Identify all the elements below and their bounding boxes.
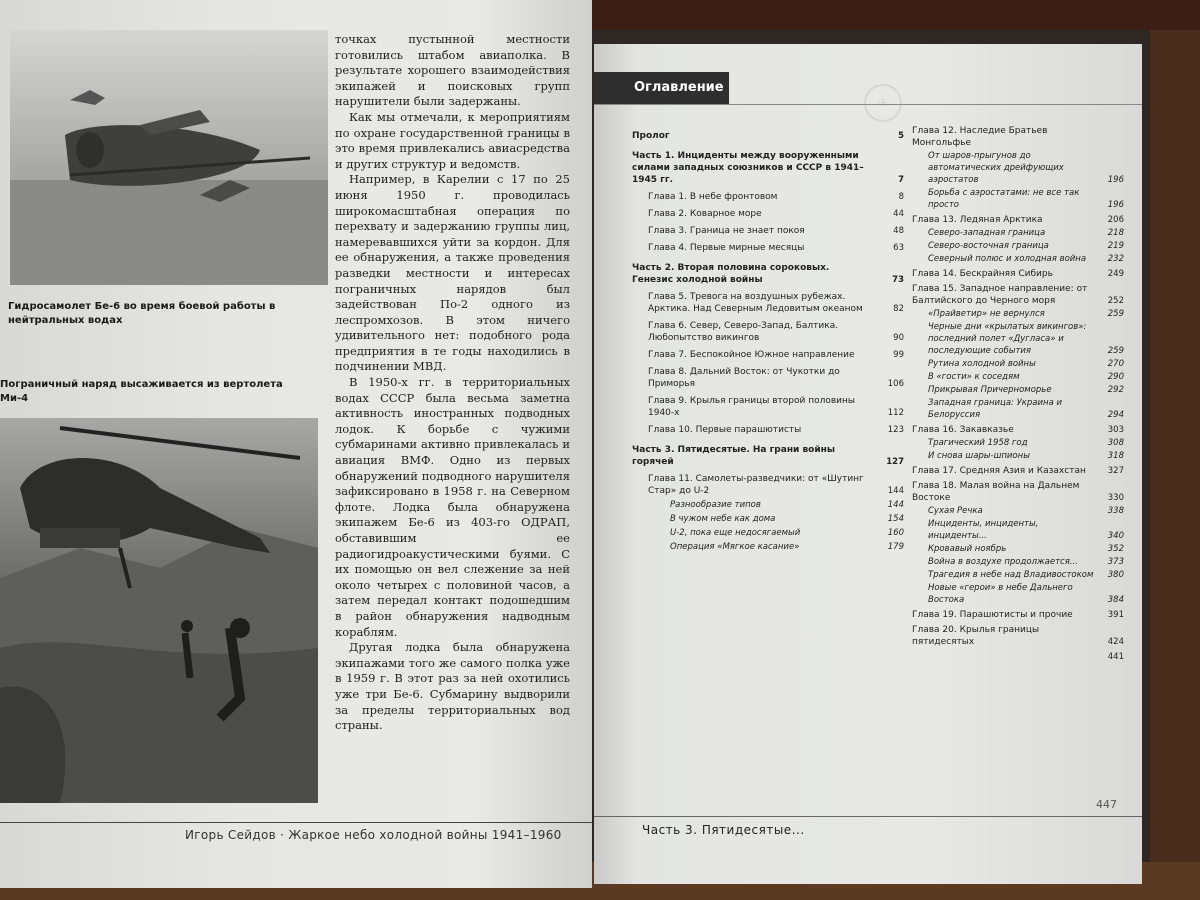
toc-entry-page: 330 bbox=[1107, 493, 1124, 503]
toc-entry-title: Западная граница: Украина и Белоруссия bbox=[928, 398, 1063, 420]
toc-entry-title: Глава 20. Крылья границы пятидесятых bbox=[912, 625, 1040, 647]
toc-entry bbox=[632, 541, 904, 553]
toc-entry-title: Глава 5. Тревога на воздушных рубежах. Арктика. Над Северным Ледовитым океаном bbox=[648, 292, 863, 314]
book-edge bbox=[1150, 30, 1200, 880]
toc-entry-title: Рутина холодной войны bbox=[928, 359, 1036, 369]
toc-entry bbox=[906, 125, 1124, 149]
toc-entry bbox=[906, 321, 1124, 357]
toc-entry-title: Глава 2. Коварное море bbox=[648, 209, 762, 219]
toc-entry-title: Трагический 1958 год bbox=[928, 438, 1028, 448]
header-rule bbox=[594, 104, 1142, 105]
toc-entry-title: Часть 3. Пятидесятые. На грани войны горячей bbox=[632, 445, 836, 467]
toc-entry-page: 249 bbox=[1107, 269, 1124, 279]
toc-entry-title: Сухая Речка bbox=[928, 506, 983, 516]
toc-entry bbox=[906, 240, 1124, 252]
toc-entry bbox=[632, 242, 904, 254]
toc-entry bbox=[632, 291, 904, 315]
toc-entry-page: 290 bbox=[1107, 372, 1124, 382]
toc-entry bbox=[632, 130, 904, 142]
toc-entry-page: 441 bbox=[1107, 652, 1124, 662]
toc-entry-title: Глава 4. Первые мирные месяцы bbox=[648, 243, 805, 253]
toc-entry-page: 106 bbox=[887, 379, 904, 389]
toc-entry-title: Прикрывая Причерноморье bbox=[928, 385, 1052, 395]
toc-entry-title: В чужом небе как дома bbox=[670, 514, 776, 524]
toc-entry bbox=[632, 395, 904, 419]
toc-entry-title: Глава 7. Беспокойное Южное направление bbox=[648, 350, 855, 360]
toc-entry-page: 179 bbox=[887, 542, 904, 552]
watermark-icon: ✈ bbox=[864, 84, 902, 122]
toc-entry bbox=[906, 150, 1124, 186]
toc-entry bbox=[632, 499, 904, 511]
toc-entry-page: 8 bbox=[898, 192, 904, 202]
toc-entry-title: Глава 1. В небе фронтовом bbox=[648, 192, 778, 202]
toc-entry-title: Глава 11. Самолеты-разведчики: от «Шутинг Стар» до U-2 bbox=[648, 474, 864, 496]
toc-entry-title: Инциденты, инциденты, инциденты... bbox=[928, 519, 1039, 541]
toc-entry bbox=[906, 465, 1124, 477]
toc-entry-title: В «гости» к соседям bbox=[928, 372, 1020, 382]
toc-entry-title: Глава 19. Парашютисты и прочие bbox=[912, 610, 1073, 620]
toc-entry bbox=[906, 424, 1124, 436]
toc-entry bbox=[906, 268, 1124, 280]
toc-entry-page: 270 bbox=[1107, 359, 1124, 369]
toc-entry bbox=[632, 473, 904, 497]
toc-entry bbox=[632, 191, 904, 203]
toc-entry bbox=[906, 283, 1124, 307]
toc-entry bbox=[906, 358, 1124, 370]
toc-entry bbox=[906, 450, 1124, 462]
toc-entry-title: Глава 12. Наследие Братьев Монгольфье bbox=[912, 126, 1048, 148]
toc-entry-page: 327 bbox=[1107, 466, 1124, 476]
toc-entry-page: 73 bbox=[892, 275, 904, 285]
toc-entry-title: Глава 16. Закавказье bbox=[912, 425, 1014, 435]
paragraph: Например, в Карелии с 17 по 25 июня 1950 г. проводилась широкомасштабная операция по перехвату и задержанию группы лиц, намеревавшихся уйти за кордон. Для ее обнаружения, а также проведения разведки местности и интересах пограничных нарядов был задействован По-2 одного из леспромхозов. В этом ничего удивительного нет: подобного рода предприятия в те годы находились в подчинении МВД. bbox=[335, 172, 570, 374]
page-number: 447 bbox=[1096, 798, 1117, 811]
paragraph: В 1950-х гг. в территориальных водах СССР была весьма заметна активность иностранных подводных лодок. К борьбе с чужими субмаринами активно привлекалась и авиация ВМФ. Одно из первых обнаружений подводного нарушителя зафиксировано в 1958 г. на Северном флоте. Лодка была обнаружена экипажем Бе-6 из 403-го ОДРАП, обставившим ее радиогидроакустическими буями. С их помощью он вел слежение за ней около четырех с половиной часов, а затем передал контакт подошедшим в район обнаружения надводным кораблям. bbox=[335, 375, 570, 639]
toc-entry bbox=[632, 513, 904, 525]
toc-entry-page: 340 bbox=[1107, 531, 1124, 541]
toc-entry-page: 352 bbox=[1107, 544, 1124, 554]
toc-entry-page: 252 bbox=[1107, 296, 1124, 306]
toc-entry-page: 380 bbox=[1107, 570, 1124, 580]
photo-caption-seaplane: Гидросамолет Бе-6 во время боевой работы в нейтральных водах bbox=[8, 301, 276, 326]
toc-entry-page: 373 bbox=[1107, 557, 1124, 567]
toc-entry-title: Кровавый ноябрь bbox=[928, 544, 1007, 554]
toc-entry-title: Глава 17. Средняя Азия и Казахстан bbox=[912, 466, 1086, 476]
toc-entry-page: 294 bbox=[1107, 410, 1124, 420]
toc-entry bbox=[632, 262, 904, 286]
toc-entry-title: Глава 13. Ледяная Арктика bbox=[912, 215, 1043, 225]
left-page bbox=[0, 0, 592, 888]
toc-entry-page: 318 bbox=[1107, 451, 1124, 461]
toc-entry-page: 292 bbox=[1107, 385, 1124, 395]
toc-entry bbox=[906, 187, 1124, 211]
toc-entry-page: 196 bbox=[1107, 200, 1124, 210]
toc-entry bbox=[906, 651, 1124, 663]
toc-entry-page: 144 bbox=[887, 486, 904, 496]
paragraph: точках пустынной местности готовились штабом авиаполка. В результате хорошего взаимодействия экипажей и поисковых групп нарушители были задержаны. bbox=[335, 32, 570, 109]
toc-entry-page: 338 bbox=[1107, 506, 1124, 516]
running-footer: Игорь Сейдов · Жаркое небо холодной войны 1941–1960 bbox=[185, 828, 562, 842]
toc-entry bbox=[906, 569, 1124, 581]
toc-entry bbox=[906, 480, 1124, 504]
toc-entry-page: 123 bbox=[887, 425, 904, 435]
photo-caption-helicopter: Пограничный наряд высаживается из вертолета Ми-4 bbox=[0, 379, 283, 404]
toc-entry-title: «Прайветир» не вернулся bbox=[928, 309, 1045, 319]
toc-entry-title: Новые «герои» в небе Дальнего Востока bbox=[928, 583, 1073, 605]
toc-entry-title: Черные дни «крылатых викингов»: последний полет «Дугласа» и последующие события bbox=[928, 322, 1087, 356]
paragraph: Как мы отмечали, к мероприятиям по охране государственной границы в это время привлекались авиасредства и других структур и ведомств. bbox=[335, 109, 570, 171]
toc-entry-title: Часть 1. Инциденты между вооруженными силами западных союзников и СССР в 1941–1945 гг. bbox=[632, 151, 864, 185]
toc-entry bbox=[632, 424, 904, 436]
toc-entry bbox=[632, 208, 904, 220]
toc-entry-page: 90 bbox=[893, 333, 904, 343]
toc-entry-page: 218 bbox=[1107, 228, 1124, 238]
toc-entry-page: 206 bbox=[1107, 215, 1124, 225]
toc-entry bbox=[906, 556, 1124, 568]
toc-entry-page: 127 bbox=[886, 457, 904, 467]
toc-entry bbox=[906, 214, 1124, 226]
toc-entry-page: 196 bbox=[1107, 175, 1124, 185]
toc-entry bbox=[632, 444, 904, 468]
toc-entry-title: Северо-восточная граница bbox=[928, 241, 1049, 251]
toc-entry-title: Северо-западная граница bbox=[928, 228, 1046, 238]
toc-entry bbox=[906, 227, 1124, 239]
right-page bbox=[594, 44, 1142, 884]
toc-entry-page: 424 bbox=[1107, 637, 1124, 647]
running-footer: Часть 3. Пятидесятые... bbox=[642, 823, 805, 837]
toc-entry bbox=[632, 320, 904, 344]
toc-entry-title: Трагедия в небе над Владивостоком bbox=[928, 570, 1094, 580]
toc-entry-title: Глава 18. Малая война на Дальнем Востоке bbox=[912, 481, 1080, 503]
toc-entry-title: Разнообразие типов bbox=[670, 500, 761, 510]
toc-entry-title: И снова шары-шпионы bbox=[928, 451, 1030, 461]
toc-entry-title: Пролог bbox=[632, 131, 670, 141]
toc-entry bbox=[906, 253, 1124, 265]
toc-entry-page: 160 bbox=[887, 528, 904, 538]
toc-entry-title: Глава 8. Дальний Восток: от Чукотки до Приморья bbox=[648, 367, 840, 389]
toc-entry-title: Глава 6. Север, Северо-Запад, Балтика. Любопытство викингов bbox=[648, 321, 839, 343]
toc-entry-title: U-2, пока еще недосягаемый bbox=[670, 528, 801, 538]
toc-entry-page: 112 bbox=[887, 408, 904, 418]
toc-entry-title: Северный полюс и холодная война bbox=[928, 254, 1087, 264]
seaplane-photo bbox=[10, 30, 328, 285]
toc-entry bbox=[906, 505, 1124, 517]
toc-entry-page: 154 bbox=[887, 514, 904, 524]
toc-entry bbox=[906, 609, 1124, 621]
toc-entry bbox=[906, 624, 1124, 648]
toc-entry bbox=[906, 397, 1124, 421]
toc-entry-page: 219 bbox=[1107, 241, 1124, 251]
toc-entry bbox=[632, 349, 904, 361]
toc-entry-title: Глава 15. Западное направление: от Балтийского до Черного моря bbox=[912, 284, 1088, 306]
toc-entry bbox=[906, 371, 1124, 383]
toc-entry-page: 5 bbox=[898, 131, 904, 141]
toc-entry-page: 259 bbox=[1107, 346, 1124, 356]
toc-entry-page: 259 bbox=[1107, 309, 1124, 319]
toc-entry bbox=[632, 527, 904, 539]
toc-entry-page: 44 bbox=[893, 209, 904, 219]
toc-entry-title: Глава 14. Бескрайняя Сибирь bbox=[912, 269, 1053, 279]
toc-entry bbox=[906, 543, 1124, 555]
toc-entry-title: Операция «Мягкое касание» bbox=[670, 542, 800, 552]
toc-entry bbox=[906, 437, 1124, 449]
toc-entry bbox=[632, 225, 904, 237]
toc-entry bbox=[906, 518, 1124, 542]
footer-rule bbox=[0, 822, 592, 823]
toc-entry-title: От шаров-прыгунов до автоматических дрейфующих аэростатов bbox=[928, 151, 1064, 185]
paragraph: Другая лодка была обнаружена экипажами того же самого полка уже в 1959 г. В этот раз за ней охотились уже три Бе-6. Субмарину выдворили за пределы территориальных вод страны. bbox=[335, 640, 570, 733]
toc-entry-title: Часть 2. Вторая половина сороковых. Генезис холодной войны bbox=[632, 263, 830, 285]
toc-entry-page: 82 bbox=[893, 304, 904, 314]
toc-entry-title: Глава 9. Крылья границы второй половины 1940-х bbox=[648, 396, 855, 418]
toc-entry-page: 63 bbox=[893, 243, 904, 253]
footer-rule bbox=[594, 816, 1142, 817]
toc-entry-page: 303 bbox=[1107, 425, 1124, 435]
toc-entry-page: 232 bbox=[1107, 254, 1124, 264]
toc-entry-page: 144 bbox=[887, 500, 904, 510]
toc-entry-title: Глава 10. Первые парашютисты bbox=[648, 425, 802, 435]
toc-entry-page: 7 bbox=[898, 175, 904, 185]
toc-entry-page: 391 bbox=[1107, 610, 1124, 620]
article-text bbox=[335, 32, 570, 734]
toc-entry-page: 308 bbox=[1107, 438, 1124, 448]
toc-title: Оглавление bbox=[594, 72, 729, 104]
toc-entry bbox=[906, 582, 1124, 606]
toc-entry-page: 48 bbox=[893, 226, 904, 236]
toc-entry bbox=[906, 384, 1124, 396]
toc-entry-title: Борьба с аэростатами: не все так просто bbox=[928, 188, 1080, 210]
toc-entry-page: 99 bbox=[893, 350, 904, 360]
toc-column-right bbox=[906, 122, 1124, 663]
toc-entry-title: Глава 3. Граница не знает покоя bbox=[648, 226, 805, 236]
toc-entry-title: Война в воздухе продолжается... bbox=[928, 557, 1078, 567]
toc-entry bbox=[906, 308, 1124, 320]
toc-entry bbox=[632, 366, 904, 390]
toc-column-left bbox=[632, 122, 904, 553]
helicopter-photo bbox=[0, 418, 318, 803]
toc-entry-page: 384 bbox=[1107, 595, 1124, 605]
toc-entry bbox=[632, 150, 904, 186]
